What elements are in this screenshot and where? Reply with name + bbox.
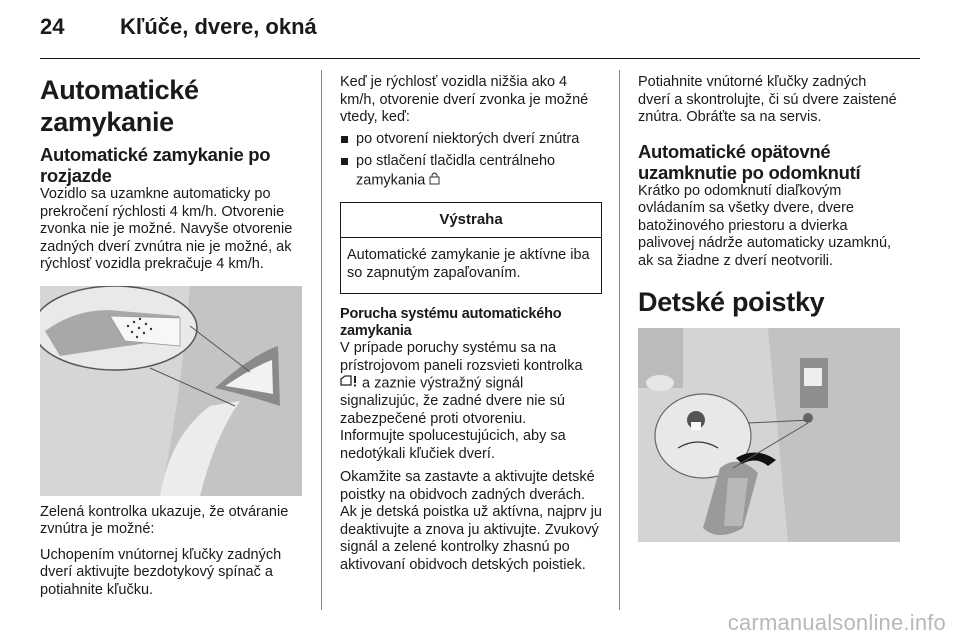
paragraph: Okamžite sa zastavte a aktivujte detské poistky na obidvoch zadných dverách. Ak je detská poistka už aktívna, najprv ju deaktivujte a znova ju aktivujte. Zvukový signál a zelené kontrolky zhasnú po aktivovaní obidvoch detských poistiek. [340,469,602,573]
relock-heading: Automatické opätovné uzamknutie po odomknutí [638,140,861,183]
warning-text: Automatické zamykanie je aktívne iba so zapnutým zapaľovaním. [347,247,590,281]
child-lock-illustration [638,328,900,542]
paragraph: Krátko po odomknutí diaľkovým ovládaním sa všetky dvere, dvere batožinového priestoru a dvierka palivovej nádrže automaticky uzamknú, ak sa žiadne z dverí neotvorili. [638,182,892,269]
header-rule [40,58,920,59]
warning-box [340,202,602,294]
column-1 [40,74,302,599]
column-divider-1 [321,70,322,610]
paragraph: Potiahnite vnútorné kľučky zadných dverí a skontrolujte, či sú dvere zaistené znútra. Obráťte sa na servis. [638,74,897,125]
paragraph: Uchopením vnútornej kľučky zadných dverí aktivujte bezdotykový spínač a potiahnite kľučku. [40,546,282,598]
door-fault-icon [340,375,358,393]
column-2 [340,74,602,574]
paragraph: Vozidlo sa uzamkne automaticky po prekročení rýchlosti 4 km/h. Otvorenie zvonka nie je možné. Navyše otvorenie zadných dverí zvnútra nie je možné, ak rýchlosť vozidla prekračuje 4 km/h. [40,186,293,272]
paragraph: Zelená kontrolka ukazuje, že otváranie zvnútra je možné: [40,503,289,537]
bullet-list [340,131,602,191]
child-lock-heading: Detské poistky [638,287,825,317]
column-divider-2 [619,70,620,610]
paragraph: Keď je rýchlosť vozidla nižšia ako 4 km/h, otvorenie dverí zvonka je možné vtedy, keď: [340,74,589,125]
page-number: 24 [40,14,65,39]
section-title: Automatické zamykanie [40,75,199,137]
lock-icon [429,171,440,191]
column-3 [638,74,900,542]
page-header [40,14,920,54]
door-handle-illustration [40,286,302,496]
warning-title: Výstraha [341,203,601,238]
chapter-title: Kľúče, dvere, okná [120,14,317,39]
watermark: carmanualsonline.info [727,610,946,635]
list-item: po otvorení niektorých dverí znútra [340,131,602,149]
paragraph: Informujte spolucestujúcich, aby sa nedotýkali kľučiek dverí. [340,428,566,462]
list-item: po stlačení tlačidla centrálneho zamykania [340,153,602,190]
paragraph: V prípade poruchy systému sa na prístrojovom paneli rozsvieti kontrolka a zaznie výstražný signál signalizujúc, že zadné dvere nie sú zabezpečené proti otvoreniu. [340,340,583,427]
fault-heading: Porucha systému automatického zamykania [340,306,562,339]
subsection-title: Automatické zamykanie po rozjazde [40,144,271,186]
